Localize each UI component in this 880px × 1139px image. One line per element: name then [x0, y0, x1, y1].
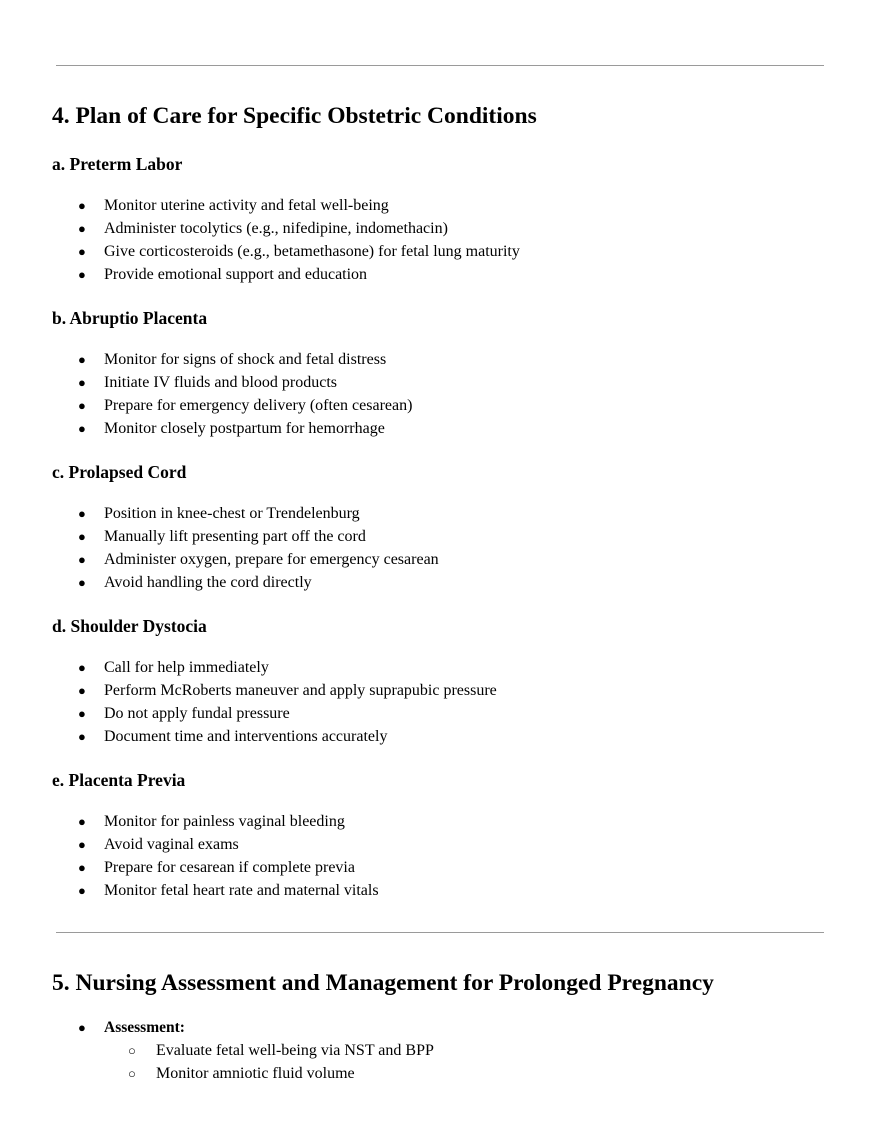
assessment-label: Assessment:	[104, 1019, 185, 1036]
item-text: Monitor for signs of shock and fetal distress	[104, 351, 387, 368]
list-item	[0, 371, 412, 394]
list-item	[0, 1062, 434, 1085]
subsection-heading: e. Placenta Previa	[52, 770, 186, 790]
list-item	[0, 548, 439, 571]
item-text: Manually lift presenting part off the cord	[104, 528, 366, 545]
bullet-icon: ●	[78, 706, 86, 721]
list-item	[0, 417, 412, 440]
list-item	[0, 240, 520, 263]
list-item	[0, 1039, 434, 1062]
item-text: Prepare for emergency delivery (often cesarean)	[104, 397, 413, 414]
bullet-list	[0, 194, 520, 286]
list-item	[0, 856, 379, 879]
item-text: Document time and interventions accurately	[104, 728, 388, 745]
item-text: Administer tocolytics (e.g., nifedipine, indomethacin)	[104, 220, 448, 237]
item-text: Call for help immediately	[104, 659, 269, 676]
item-text: Initiate IV fluids and blood products	[104, 374, 337, 391]
item-text: Give corticosteroids (e.g., betamethasone) for fetal lung maturity	[104, 243, 520, 260]
subsection-heading: d. Shoulder Dystocia	[52, 616, 207, 636]
bullet-icon: ●	[78, 221, 86, 236]
item-text: Avoid vaginal exams	[104, 836, 239, 853]
item-text: Do not apply fundal pressure	[104, 705, 290, 722]
bullet-icon: ●	[78, 198, 86, 213]
list-item	[0, 348, 412, 371]
hollow-bullet-icon: ○	[128, 1066, 136, 1081]
item-text: Avoid handling the cord directly	[104, 574, 312, 591]
bullet-list	[0, 810, 379, 902]
bullet-list	[0, 656, 497, 748]
subsection-heading: b. Abruptio Placenta	[52, 308, 208, 328]
item-text: Monitor for painless vaginal bleeding	[104, 813, 345, 830]
bullet-icon: ●	[78, 506, 86, 521]
section-4-heading: 4. Plan of Care for Specific Obstetric Conditions	[52, 103, 537, 129]
item-text: Provide emotional support and education	[104, 266, 368, 283]
hollow-bullet-icon: ○	[128, 1043, 136, 1058]
bullet-list	[0, 348, 412, 440]
item-text: Administer oxygen, prepare for emergency cesarean	[104, 551, 439, 568]
list-item	[0, 194, 520, 217]
divider	[56, 65, 824, 66]
subsection-heading: a. Preterm Labor	[52, 154, 183, 174]
bullet-icon: ●	[78, 398, 86, 413]
list-item	[0, 394, 412, 417]
bullet-icon: ●	[78, 883, 86, 898]
bullet-icon: ●	[78, 729, 86, 744]
bullet-icon: ●	[78, 529, 86, 544]
item-text: Position in knee-chest or Trendelenburg	[104, 505, 360, 522]
item-text: Monitor fetal heart rate and maternal vitals	[104, 882, 379, 899]
list-item	[0, 263, 520, 286]
bullet-icon: ●	[78, 267, 86, 282]
item-text: Monitor closely postpartum for hemorrhage	[104, 420, 385, 437]
item-text: Monitor amniotic fluid volume	[156, 1065, 355, 1082]
subsection-heading: c. Prolapsed Cord	[52, 462, 187, 482]
bullet-icon: ●	[78, 860, 86, 875]
item-text: Prepare for cesarean if complete previa	[104, 859, 355, 876]
item-text: Perform McRoberts maneuver and apply suprapubic pressure	[104, 682, 497, 699]
list-item	[0, 1016, 434, 1039]
bullet-icon: ●	[78, 244, 86, 259]
list-item	[0, 725, 497, 748]
section-5-list	[0, 1016, 434, 1085]
bullet-list	[0, 502, 439, 594]
list-item	[0, 679, 497, 702]
bullet-icon: ●	[78, 421, 86, 436]
bullet-icon: ●	[78, 660, 86, 675]
bullet-icon: ●	[78, 575, 86, 590]
list-item	[0, 879, 379, 902]
bullet-icon: ●	[78, 352, 86, 367]
section-5-heading: 5. Nursing Assessment and Management for Prolonged Pregnancy	[52, 970, 714, 996]
bullet-icon: ●	[78, 683, 86, 698]
divider	[56, 932, 824, 933]
bullet-icon: ●	[78, 552, 86, 567]
item-text: Monitor uterine activity and fetal well-being	[104, 197, 389, 214]
bullet-icon: ●	[78, 1020, 86, 1035]
list-item	[0, 810, 379, 833]
list-item	[0, 702, 497, 725]
list-item	[0, 571, 439, 594]
bullet-icon: ●	[78, 375, 86, 390]
list-item	[0, 502, 439, 525]
list-item	[0, 217, 520, 240]
bullet-icon: ●	[78, 814, 86, 829]
list-item	[0, 833, 379, 856]
list-item	[0, 656, 497, 679]
item-text: Evaluate fetal well-being via NST and BPP	[156, 1042, 434, 1059]
bullet-icon: ●	[78, 837, 86, 852]
list-item	[0, 525, 439, 548]
